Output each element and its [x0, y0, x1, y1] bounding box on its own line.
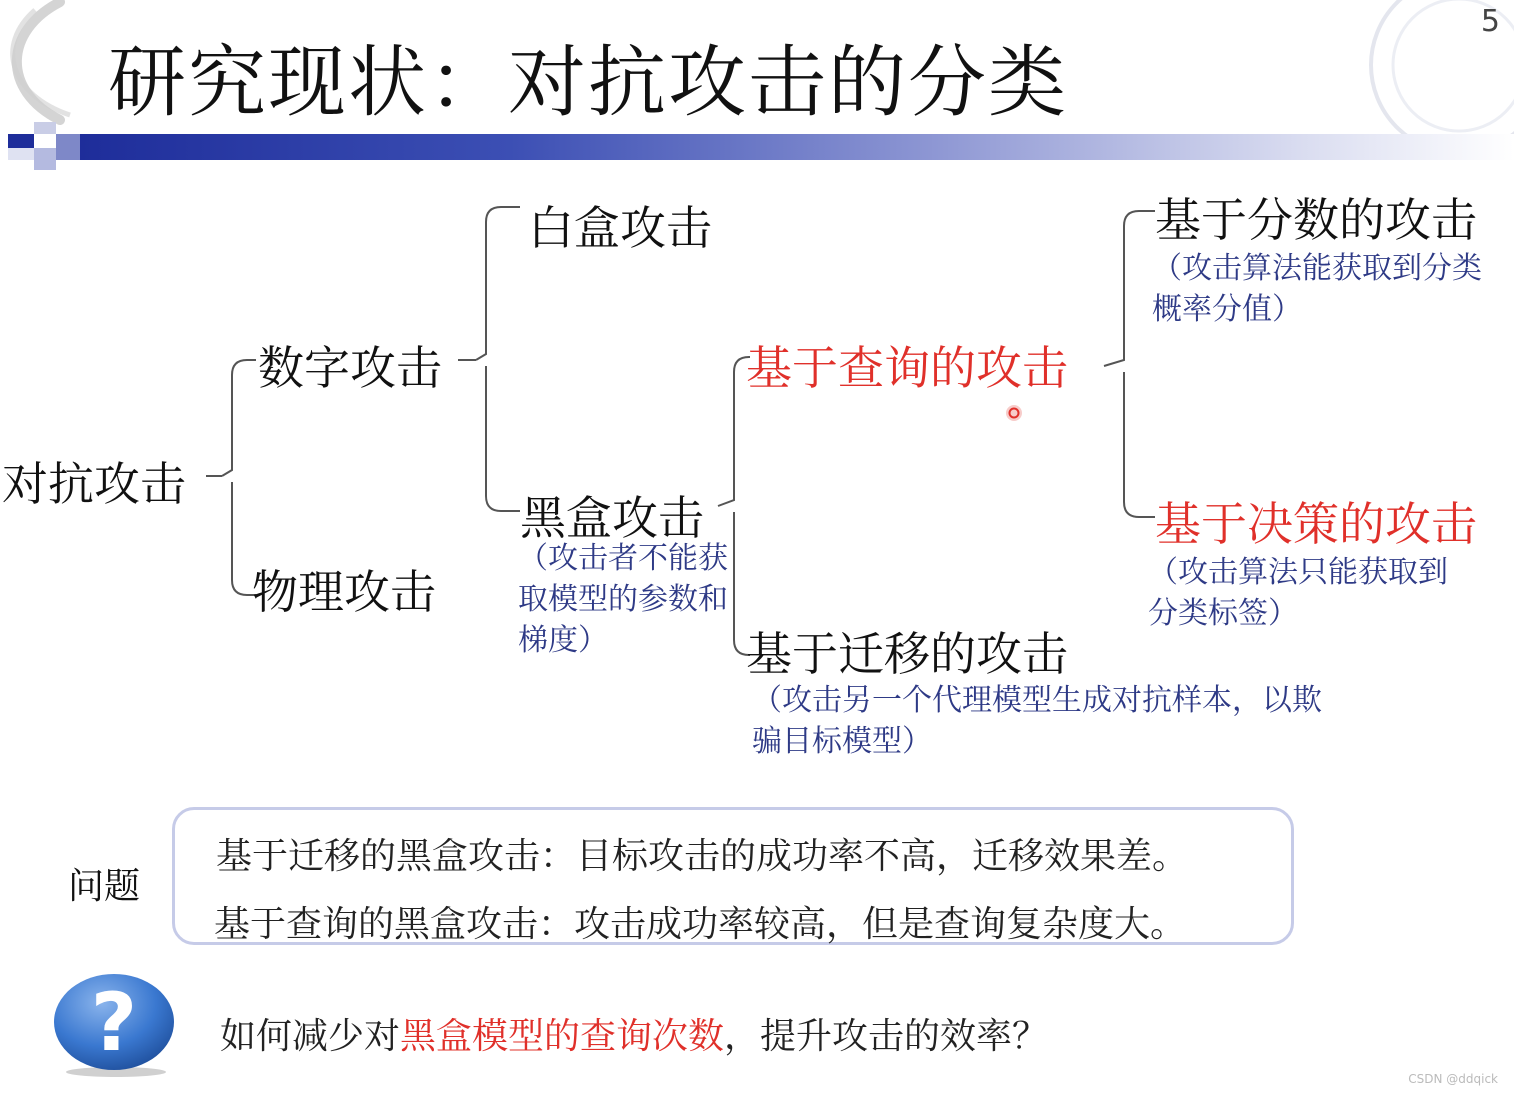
node-score-based-attack: 基于分数的攻击 [1155, 193, 1477, 247]
csdn-watermark: CSDN @ddqick [1408, 1072, 1498, 1086]
node-adversarial-attack: 对抗攻击 [2, 457, 186, 511]
question-highlight: 黑盒模型的查询次数 [400, 1016, 725, 1057]
slide-title: 研究现状：对抗攻击的分类 [108, 38, 1069, 128]
node-digital-attack: 数字攻击 [258, 341, 442, 395]
question-mark-icon [52, 972, 176, 1078]
note-blackbox: （攻击者不能获取模型的参数和梯度） [518, 541, 728, 658]
note-decision: （攻击算法只能获取到分类标签） [1148, 555, 1448, 631]
note-transfer: （攻击另一个代理模型生成对抗样本，以欺骗目标模型） [752, 683, 1322, 759]
svg-text:?: ? [90, 976, 138, 1069]
node-whitebox-attack: 白盒攻击 [528, 201, 712, 255]
node-physical-attack: 物理攻击 [252, 565, 436, 619]
question-suffix: ，提升攻击的效率？ [724, 1016, 1049, 1057]
question-prefix: 如何减少对 [220, 1016, 401, 1057]
question-text [220, 1008, 1048, 1059]
note-score: （攻击算法能获取到分类概率分值） [1152, 251, 1482, 327]
problem-label: 问题 [68, 866, 141, 907]
node-transfer-based-attack: 基于迁移的攻击 [746, 627, 1068, 681]
node-blackbox-attack: 黑盒攻击 [520, 491, 704, 545]
problem-line-query: 基于查询的黑盒攻击：攻击成功率较高，但是查询复杂度大。 [214, 904, 1187, 945]
laser-pointer-marker [1004, 403, 1024, 423]
page-number: 5 [1480, 4, 1500, 39]
node-query-based-attack: 基于查询的攻击 [746, 341, 1068, 395]
node-decision-based-attack: 基于决策的攻击 [1155, 497, 1477, 551]
problem-line-transfer: 基于迁移的黑盒攻击：目标攻击的成功率不高，迁移效果差。 [216, 836, 1189, 877]
